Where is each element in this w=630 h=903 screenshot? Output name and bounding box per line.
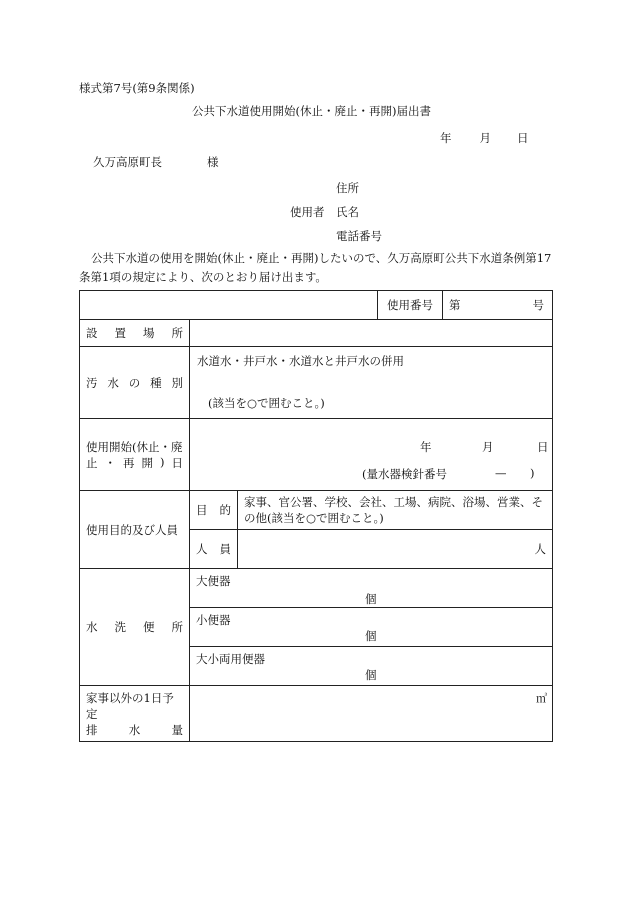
addressee: 久万高原町長 <box>93 155 162 169</box>
dual-toilet-field[interactable] <box>190 647 553 686</box>
people-unit: 人 <box>534 542 547 556</box>
meter-reading-label: (量水器検針番号 <box>362 467 447 481</box>
purpose-row <box>80 491 553 530</box>
purpose-label-cell <box>190 491 238 530</box>
location-field[interactable] <box>190 320 553 347</box>
usage-number-label: 使用番号 <box>378 291 443 320</box>
small-toilet-field[interactable] <box>190 608 553 647</box>
form-title: 公共下水道使用開始(休止・廃止・再開)届出書 <box>192 104 431 118</box>
date-month-label: 月 <box>479 131 491 145</box>
meter-close: ) <box>530 466 535 480</box>
small-toilet-label: 小便器 <box>196 613 231 627</box>
start-date-label-cell <box>80 419 190 491</box>
sewage-type-field[interactable] <box>190 347 553 419</box>
dual-toilet-unit: 個 <box>365 668 377 682</box>
intro-paragraph: 公共下水道の使用を開始(休止・廃止・再開)したいので、久万高原町公共下水道条例第17条第1項の規定により、次のとおり届け出ます。 <box>79 251 552 284</box>
purpose-label: 目 的 <box>196 503 231 517</box>
start-day-label: 日 <box>537 440 549 454</box>
blank-cell <box>80 291 378 320</box>
application-form-table <box>79 290 553 742</box>
people-field[interactable] <box>238 530 553 569</box>
form-number: 様式第7号(第9条関係) <box>79 81 195 95</box>
usage-number-field[interactable] <box>443 291 553 320</box>
location-label: 設 置 場 所 <box>86 326 183 340</box>
submission-date <box>440 130 529 146</box>
dual-toilet-label: 大小両用便器 <box>196 652 265 666</box>
daily-discharge-field[interactable] <box>190 686 553 742</box>
people-label: 人 員 <box>196 542 231 556</box>
usage-number-suffix: 号 <box>532 298 545 312</box>
sewage-type-options: 水道水・井戸水・水道水と井戸水の併用 <box>197 354 404 368</box>
daily-discharge-label-line2: 排 水 量 <box>86 722 183 737</box>
large-toilet-row <box>80 569 553 608</box>
sewage-type-row <box>80 347 553 419</box>
name-label: 氏名 <box>336 205 359 219</box>
large-toilet-label: 大便器 <box>196 574 231 588</box>
sewage-type-label: 汚 水 の 種 別 <box>86 375 183 390</box>
daily-discharge-label-cell <box>80 686 190 742</box>
sewage-type-label-cell <box>80 347 190 419</box>
user-label: 使用者 <box>290 205 325 219</box>
start-date-row <box>80 419 553 491</box>
location-label-cell <box>80 320 190 347</box>
addressee-honorific: 様 <box>207 155 219 169</box>
location-row <box>80 320 553 347</box>
date-year-label: 年 <box>440 131 452 145</box>
address-label: 住所 <box>336 181 359 195</box>
purpose-options[interactable]: 家事、官公署、学校、会社、工場、病院、浴場、営業、その他(該当を○で囲むこと。) <box>238 491 553 530</box>
large-toilet-unit: 個 <box>365 592 377 606</box>
usage-number-row <box>80 291 553 320</box>
small-toilet-unit: 個 <box>365 629 377 643</box>
start-year-label: 年 <box>420 440 432 454</box>
purpose-people-label: 使用目的及び人員 <box>80 491 190 569</box>
meter-dash: — <box>495 466 507 480</box>
volume-unit: ㎥ <box>536 692 548 705</box>
daily-discharge-row <box>80 686 553 742</box>
start-date-label-line1: 使用開始(休止・廃 <box>86 439 183 454</box>
usage-number-prefix: 第 <box>449 298 461 312</box>
flush-toilet-label: 水 洗 便 所 <box>86 620 183 634</box>
daily-discharge-label-line1: 家事以外の1日予定 <box>86 690 174 721</box>
start-date-field[interactable] <box>190 419 553 491</box>
phone-label: 電話番号 <box>336 229 382 243</box>
start-month-label: 月 <box>482 440 494 454</box>
people-label-cell <box>190 530 238 569</box>
large-toilet-field[interactable] <box>190 569 553 608</box>
sewage-type-note: (該当を○で囲むこと。) <box>208 396 325 410</box>
date-day-label: 日 <box>517 131 529 145</box>
flush-toilet-label-cell <box>80 569 190 686</box>
start-date-label-line2: 止 ・ 再 開 ) 日 <box>86 454 183 470</box>
